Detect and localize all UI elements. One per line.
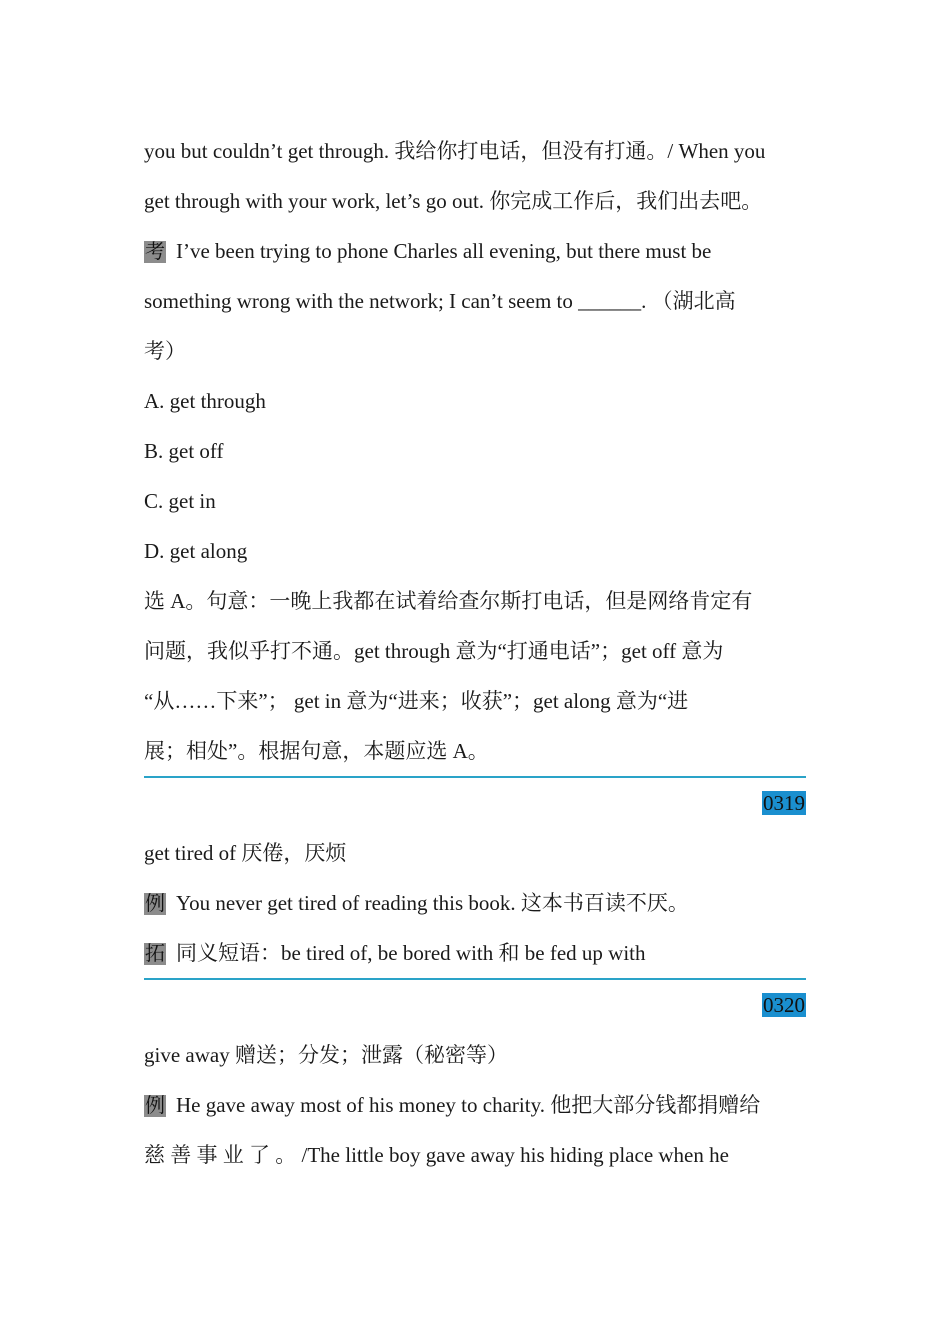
page-content [144, 126, 806, 1180]
entry-example [144, 878, 806, 928]
entry-example-line-2: 慈 善 事 业 了 。 /The little boy gave away his hiding place when he [144, 1143, 729, 1167]
option-c: C. get in [144, 489, 216, 513]
exam-question-line-1 [144, 226, 806, 276]
exam-question-line-2: something wrong with the network; I can’t seem to ______. （湖北高 [144, 289, 736, 313]
entry-code-row [144, 778, 806, 828]
intro-line-1: you but couldn’t get through. 我给你打电话，但没有打通。/ When you [144, 139, 766, 163]
entry-code-row [144, 980, 806, 1030]
entry-code-badge: 0320 [763, 993, 805, 1017]
entry-headword: give away 赠送；分发；泄露（秘密等） [144, 1043, 508, 1067]
example-text: You never get tired of reading this book. 这本书百读不厌。 [176, 891, 689, 915]
answer-line-1: 选 A。句意：一晚上我都在试着给查尔斯打电话，但是网络肯定有 [144, 589, 753, 613]
extension-text: 同义短语：be tired of, be bored with 和 be fed up with [176, 941, 646, 965]
exam-tag: 考 [145, 241, 165, 263]
answer-line-2: 问题，我似乎打不通。get through 意为“打通电话”；get off 意为 [144, 639, 724, 663]
example-tag: 例 [145, 1095, 165, 1117]
exam-question-text-1: I’ve been trying to phone Charles all evening, but there must be [176, 239, 712, 263]
extension-tag: 拓 [145, 943, 165, 965]
answer-line-3: “从……下来”； get in 意为“进来；收获”；get along 意为“进 [144, 689, 689, 713]
intro-line-2: get through with your work, let’s go out. 你完成工作后，我们出去吧。 [144, 189, 763, 213]
example-tag: 例 [145, 893, 165, 915]
entry-code-badge: 0319 [763, 791, 805, 815]
example-text: He gave away most of his money to charity. 他把大部分钱都捐赠给 [176, 1093, 761, 1117]
option-d: D. get along [144, 539, 248, 563]
answer-line-4: 展；相处”。根据句意，本题应选 A。 [144, 739, 489, 763]
entry-extension [144, 928, 806, 978]
entry-example-line-1 [144, 1080, 806, 1130]
exam-question-line-3: 考） [144, 339, 186, 363]
entry-headword: get tired of 厌倦，厌烦 [144, 841, 347, 865]
option-a: A. get through [144, 389, 266, 413]
option-b: B. get off [144, 439, 224, 463]
